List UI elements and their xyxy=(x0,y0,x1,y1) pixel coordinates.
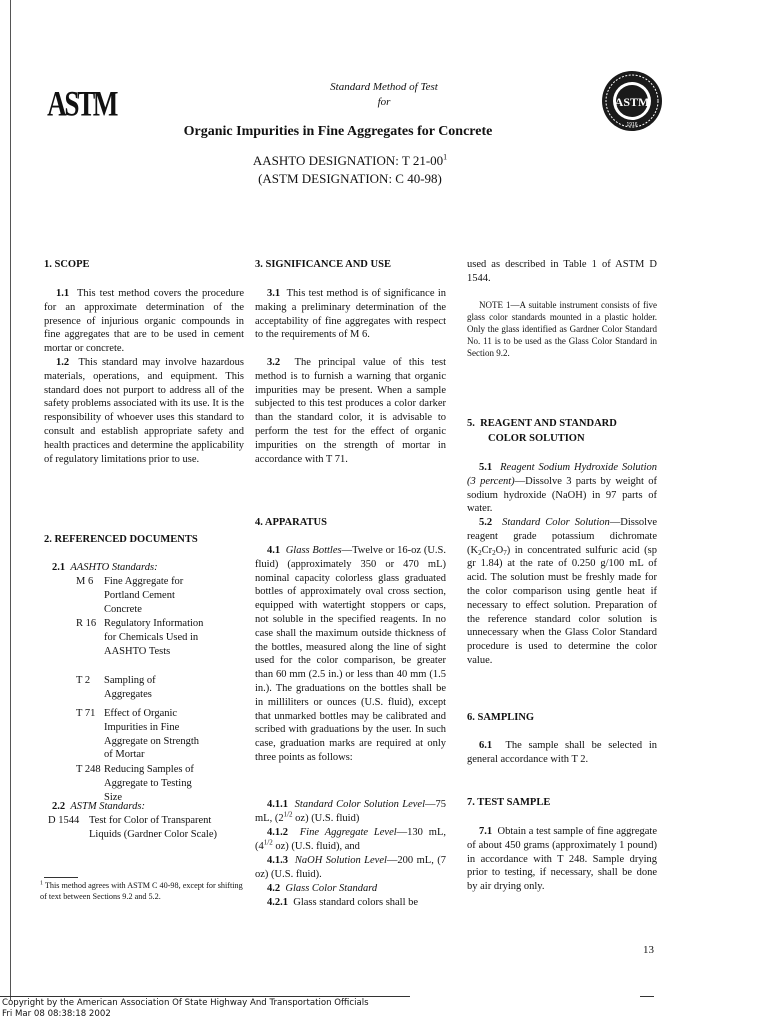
paragraph-4-2: 4.2 Glass Color Standard xyxy=(267,883,378,894)
paragraph-4-1-1: 4.1.1 Standard Color Solution Level—75 mL, ($2^{1/2}$ oz) (U.S. fluid) xyxy=(255,799,446,824)
note-1: NOTE 1—A suitable instrument consists of five glass color standards mounted in a plastic holder. Only the glass identified as Gardner Color Standard No. 11 is to be used as the Glass Color Standard in Section 9.2. xyxy=(467,300,657,358)
aashto-designation: AASHTO DESIGNATION: T $21-00^1$ xyxy=(252,152,448,168)
section-heading-reagent: 5. REAGENT AND STANDARD COLOR SOLUTION xyxy=(467,418,617,444)
paragraph-3-2: 3.2 The principal value of this test method is to furnish a warning that organic impurities may be present. When a sample subjected to this test produces a color darker than the standard color, it is advisable to perform the test for the effect of organic impurities on the strength of mortar in accordance with T 71. xyxy=(255,357,446,465)
paragraph-7-1: 7.1 Obtain a test sample of fine aggregate of about 450 grams (approximately 1 pound) in accordance with T 248. Sample drying prior to testing, if necessary, shall be done by air drying only. xyxy=(467,826,657,893)
continuation-text: used as described in Table 1 of ASTM D 1544. xyxy=(467,259,657,284)
paragraph-5-2: 5.2 Standard Color Solution—Dissolve reagent grade potassium dichromate $(K_2Cr_2O_7)$ in concentrated sulfuric acid (sp gr 1.84) at the rate of 0.250 g/100 mL of acid. The solution must be freshly made for the color comparison using gentle heat if necessary to effect solution. Preparation of the reference standard color solution is unnecessary when the Glass Color Standard procedure is used to determine the color value. xyxy=(467,517,657,666)
section-heading-referenced-documents: 2. REFERENCED DOCUMENTS xyxy=(44,534,198,545)
paragraph-3-1: 3.1 This test method is of significance in making a preliminary determination of the acceptability of fine aggregates with respect to the requirements of M 6. xyxy=(255,288,446,341)
section-heading-test-sample: 7. TEST SAMPLE xyxy=(467,797,551,808)
left-margin-rule xyxy=(10,0,11,1000)
section-heading-significance: 3. SIGNIFICANCE AND USE xyxy=(255,259,391,270)
svg-text:ASTM: ASTM xyxy=(614,95,650,109)
copyright-notice: Copyright by the American Association Of State Highway And Transportation Officials xyxy=(2,998,369,1008)
paragraph-4-2-1: 4.2.1 Glass standard colors shall be xyxy=(267,897,419,908)
svg-text:ASTM: ASTM xyxy=(47,84,117,124)
footnote-marker: 1 xyxy=(443,152,448,162)
footnote-rule xyxy=(44,877,78,878)
paragraph-6-1: 6.1 The sample shall be selected in general accordance with T 2. xyxy=(467,740,658,765)
print-timestamp: Fri Mar 08 08:38:18 2002 xyxy=(2,1009,111,1019)
astm-designation: (ASTM DESIGNATION: C 40-98) xyxy=(258,171,442,186)
footer-rule-end xyxy=(640,996,654,997)
paragraph-4-1-2: 4.1.2 Fine Aggregate Level—130 mL, ($4^{1/2}$ oz) (U.S. fluid), and xyxy=(255,827,447,852)
page-number: 13 xyxy=(643,944,654,956)
paragraph-1-2: 1.2 This standard may involve hazardous materials, operations, and equipment. This standard does not purport to address all of the safety problems associated with its use. It is the responsibility of whoever uses this standard to consult and establish appropriate safety and health practices and determine the applicability of regulatory limitations prior to use. xyxy=(44,357,244,465)
standard-method-label: Standard Method of Test xyxy=(330,81,438,93)
paragraph-5-1: 5.1 Reagent Sodium Hydroxide Solution (3 percent)—Dissolve 3 parts by weight of sodium hydroxide (NaOH) in 97 parts of water. xyxy=(467,462,657,515)
paragraph-1-1: 1.1 This test method covers the procedure for an approximate determination of the presence of injurious organic compounds in fine aggregates that are to be used in cement mortar or concrete. xyxy=(44,288,244,355)
section-heading-scope: 1. SCOPE xyxy=(44,259,90,270)
section-heading-sampling: 6. SAMPLING xyxy=(467,712,535,723)
paragraph-4-1: 4.1 Glass Bottles—Twelve or 16-oz (U.S. fluid) (approximately 350 or 470 mL) nominal capacity colorless glass graduated bottles of approximately oval cross section, equipped with watertight stoppers or caps, not soluble in the specified reagents. In no case shall the maximum outside thickness of the bottles, measured along the line of sight used for the color comparison, be greater than 60 mm (2.5 in.) or less than 40 mm (1.5 in.). The graduations on the bottles shall be in milliliters or ounces (U.S. fluid), except that unmarked bottles may be calibrated and scribed with graduations by the user. In such case, graduation marks are required at only three points as follows: xyxy=(255,545,447,763)
section-heading-apparatus: 4. APPARATUS xyxy=(255,517,327,528)
document-title: Organic Impurities in Fine Aggregates for Concrete xyxy=(183,124,493,139)
svg-text:1916: 1916 xyxy=(626,122,638,128)
paragraph-4-1-3: 4.1.3 NaOH Solution Level—200 mL, (7 oz) (U.S. fluid). xyxy=(255,855,446,880)
footnote: $^1$ This method agrees with ASTM C 40-98, except for shifting of text between Sections 9.2 and 5.2. xyxy=(40,880,243,901)
standard-for-label: for xyxy=(377,96,391,108)
footer-rule xyxy=(0,996,410,997)
